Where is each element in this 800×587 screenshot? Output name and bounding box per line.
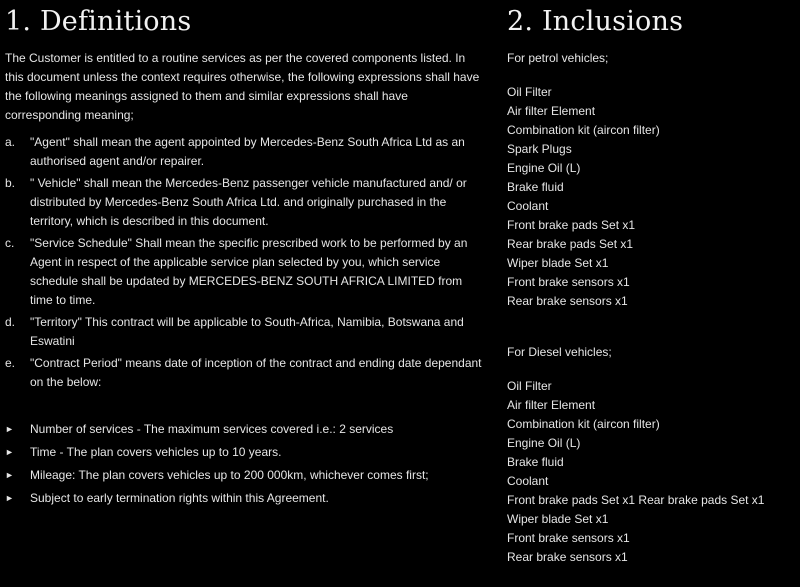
definition-item-b [5, 174, 485, 231]
list-item: Air filter Element [507, 104, 596, 118]
definitions-section [5, 6, 485, 512]
definitions-list [5, 133, 485, 392]
definition-item-e [5, 354, 485, 392]
definition-item-d [5, 313, 485, 351]
petrol-inclusions [507, 49, 797, 311]
list-item: Combination kit (aircon filter) [507, 123, 660, 137]
list-item: Oil Filter [507, 379, 552, 393]
list-item: Rear brake sensors x1 [507, 550, 628, 564]
definition-text: "Service Schedule" Shall mean the specific prescribed work to be performed by an Agent in respect of the applicable service plan selected by you, which service schedule shall be updated by MERCEDES-BENZ SOUTH AFRICA LIMITED from time to time. [30, 236, 468, 307]
diesel-label: For Diesel vehicles; [507, 345, 612, 359]
definition-item-a [5, 133, 485, 171]
list-item: Brake fluid [507, 455, 564, 469]
list-item: Coolant [507, 474, 549, 488]
list-item: Brake fluid [507, 180, 564, 194]
contract-bullet: ► Number of services - The maximum services covered i.e.: 2 services [5, 420, 485, 439]
definition-marker: d. [5, 315, 16, 329]
definition-marker: e. [5, 356, 16, 370]
list-item: Air filter Element [507, 398, 596, 412]
list-item: Spark Plugs [507, 142, 572, 156]
definition-text: "Agent" shall mean the agent appointed by Mercedes-Benz South Africa Ltd as an authorised agent and/or repairer. [30, 135, 465, 168]
triangle-bullet-icon: ► [5, 447, 14, 457]
triangle-bullet-icon: ► [5, 470, 14, 480]
list-item: Oil Filter [507, 85, 552, 99]
diesel-inclusions [507, 343, 797, 567]
definitions-intro: The Customer is entitled to a routine services as per the covered components listed. In this document unless the context requires otherwise, the following expressions shall have the following meanings assigned to them and similar expressions shall have corresponding meaning; [5, 51, 480, 122]
definition-text: "Territory" This contract will be applicable to South-Africa, Namibia, Botswana and Eswatini [30, 315, 464, 348]
contract-bullet: ► Mileage: The plan covers vehicles up to 200 000km, whichever comes first; [5, 466, 485, 485]
list-item: Front brake pads Set x1 Rear brake pads Set x1 [507, 493, 765, 507]
triangle-bullet-icon: ► [5, 493, 14, 503]
list-item: Engine Oil (L) [507, 436, 581, 450]
definitions-heading: 1. Definitions [5, 6, 192, 37]
list-item: Rear brake pads Set x1 [507, 237, 634, 251]
petrol-items-list [507, 83, 797, 311]
contract-period-list [5, 420, 485, 508]
definition-text: " Vehicle" shall mean the Mercedes-Benz passenger vehicle manufactured and/ or distributed by Mercedes-Benz South Africa Ltd. and originally purchased in the territory, which is described in this document. [30, 176, 467, 228]
inclusions-heading: 2. Inclusions [507, 6, 684, 37]
definition-marker: b. [5, 176, 16, 190]
diesel-items-list [507, 377, 797, 567]
petrol-label: For petrol vehicles; [507, 51, 609, 65]
contract-bullet: ► Time - The plan covers vehicles up to 10 years. [5, 443, 485, 462]
list-item: Wiper blade Set x1 [507, 256, 609, 270]
inclusions-section [507, 6, 797, 567]
definition-marker: c. [5, 236, 15, 250]
list-item: Rear brake sensors x1 [507, 294, 628, 308]
list-item: Engine Oil (L) [507, 161, 581, 175]
definition-marker: a. [5, 135, 16, 149]
list-item: Front brake sensors x1 [507, 275, 630, 289]
list-item: Combination kit (aircon filter) [507, 417, 660, 431]
definition-text: "Contract Period" means date of inception of the contract and ending date dependant on the below: [30, 356, 482, 389]
list-item: Front brake pads Set x1 [507, 218, 636, 232]
list-item: Wiper blade Set x1 [507, 512, 609, 526]
list-item: Coolant [507, 199, 549, 213]
triangle-bullet-icon: ► [5, 424, 14, 434]
definition-item-c [5, 234, 485, 310]
contract-bullet: ► Subject to early termination rights within this Agreement. [5, 489, 485, 508]
list-item: Front brake sensors x1 [507, 531, 630, 545]
